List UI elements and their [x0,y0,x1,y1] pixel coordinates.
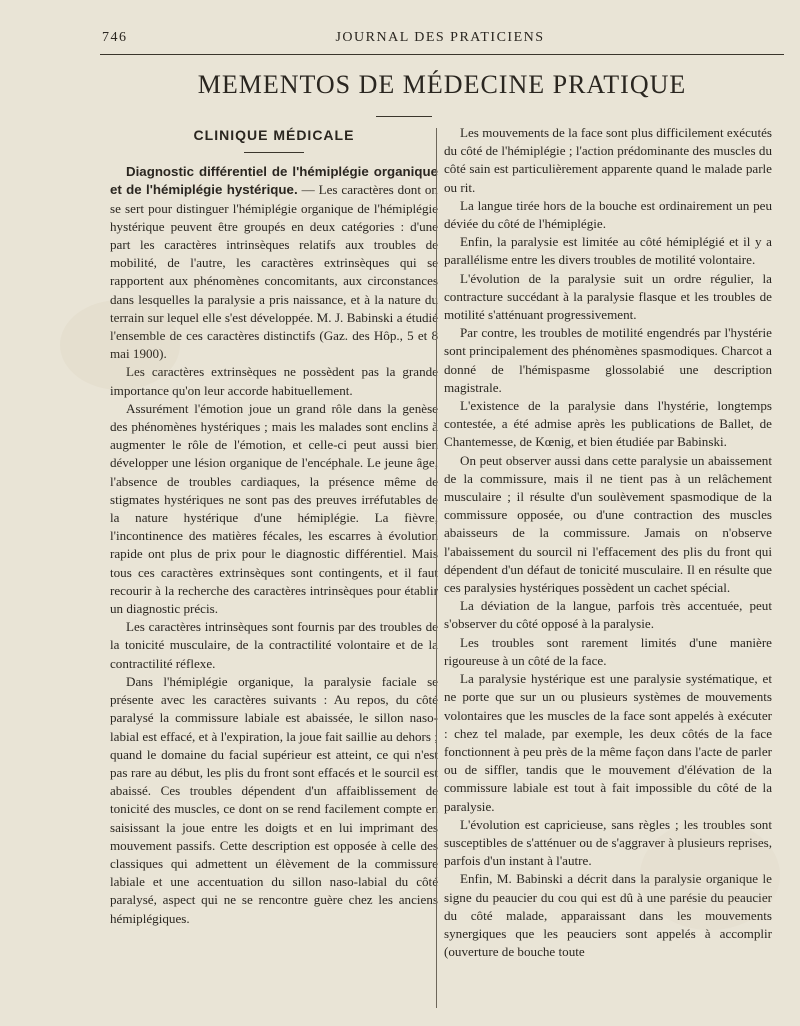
paragraph: Dans l'hémiplégie organique, la paralysie faciale se présente avec les caractères suivants : Au repos, du côté paralysé la commissure labiale est abaissée, le sillon naso-labial est effacé, et à l'expiration, la joue fait saillie au dehors ; quand le domaine du facial supérieur est atteint, ce qui n'est pas rare au début, les plis du front sont effacés et le sourcil est abaissé. Ces troubles dépendent d'un affaiblissement de tonicité des muscles, ce dont on se rend facilement compte en saisissant la joue entre les doigts et en lui imprimant des mouvement passifs. Cette description est opposée à celle des classiques qui admettent un élèvement de la commissure labiale et une accentuation du sillon naso-labial du côté paralysé, aspect qui ne se rencontre guère chez les anciens hémiplégiques. [110,673,438,926]
paragraph-text: — Les caractères dont on se sert pour distinguer l'hémiplégie organique de l'hémiplégie hystérique peuvent être groupés en deux catégories : d'une part les caractères intrinsèques relatifs aux troubles de mobilité, de l'autre, les caractères extrinsèques qui se rapportent aux phénomènes concomitants, aux circonstances dans lesquelles la paralysie a pris naissance, et à la nature du terrain sur lequel elle s'est développée. M. J. Babinski a étudié l'ensemble de ces caractères distinctifs (Gaz. des Hôp., 5 et 8 mai 1900). [110,182,438,362]
section-heading: CLINIQUE MÉDICALE [193,127,355,143]
paragraph: La langue tirée hors de la bouche est ordinairement un peu déviée du côté de l'hémiplégie. [444,197,772,232]
article-title: Diagnostic différentiel de l'hémiplégie organique et de l'hémiplégie hystérique. [110,164,438,198]
paragraph: Les caractères intrinsèques sont fournis par des troubles de la tonicité musculaire, de la contractilité volontaire et de la contractilité réflexe. [110,619,438,671]
paragraph: Les troubles sont rarement limités d'une manière rigoureuse à un côté de la face. [444,634,772,668]
paragraph: L'évolution de la paralysie suit un ordre régulier, la contracture succédant à la paralysie flasque et les troubles de motilité s'atténuant progressivement. [444,270,772,323]
paragraph: Enfin, M. Babinski a décrit dans la paralysie organique le signe du peaucier du cou qui est dû à une parésie du peaucier du côté malade, apparaissant dans les mouvements synergiques que les peauciers sont appelés à accomplir (ouverture de bouche toute [444,871,772,960]
paragraph: Les mouvements de la face sont plus difficilement exécutés du côté de l'hémiplégie ; l'action prédominante des muscles du côté sain est particulièrement apparente quand le malade parle ou rit. [444,125,772,195]
paragraph: La déviation de la langue, parfois très accentuée, peut s'observer du côté opposé à la paralysie. [444,598,772,632]
page-title: MEMENTOS DE MÉDECINE PRATIQUE [197,70,687,99]
title-ornament-rule [376,116,432,117]
column-divider [436,128,437,1008]
header-rule [100,54,784,55]
paragraph: Les caractères extrinsèques ne possèdent pas la grande importance qu'on leur accorde habituellement. [110,364,438,398]
paragraph: La paralysie hystérique est une paralysie systématique, et ne porte que sur un ou plusieurs systèmes de mouvements volontaires que les muscles de la face sont appelés à exécuter : chez tel malade, par exemple, les deux côtés de la face fonctionnent à peu près de la même façon dans l'acte de parler ou de siffler, tandis que le mouvement d'élévation de la commissure labiale est tout à fait impossible du côté de la paralysie. [444,671,772,814]
article-lead-paragraph [110,163,438,363]
paragraph: L'évolution est capricieuse, sans règles ; les troubles sont susceptibles de s'atténuer ou de s'aggraver à plusieurs reprises, parfois d'un instant à l'autre. [444,816,772,869]
paragraph: On peut observer aussi dans cette paralysie un abaissement de la commissure, mais il ne tient pas à un relâchement musculaire ; il résulte d'un soulèvement spasmodique de la commissure opposée, ou d'une contraction des muscles abaisseurs de la commissure. Jamais on n'observe l'abaissement du sourcil ni l'effacement des plis du front qui dépendent d'un défaut de tonicité musculaire. Il en résulte que ces paralysies hystériques possèdent un cachet spécial. [444,452,772,596]
running-head [0,30,800,50]
paragraph: Assurément l'émotion joue un grand rôle dans la genèse des phénomènes hystériques ; mais les malades sont enclins à augmenter le rôle de l'émotion, et celle-ci peut aussi bien développer une lésion organique de l'encéphale. Le jeune âge, l'absence de troubles cardiaques, la présence même de stigmates hystériques ne sont pas des preuves irréfutables de la nature hystérique d'une hémiplégie. La fièvre, l'incontinence des matières fécales, les escarres à évolution rapide ont plus de prix pour le diagnostic différentiel. Mais tous ces caractères extrinsèques sont contingents, et il faut recourir à la recherche des caractères intrinsèques pour établir un diagnostic précis. [110,400,438,617]
paragraph: L'existence de la paralysie dans l'hystérie, longtemps contestée, a été admise après les publications de Ballet, de Chantemesse, de Kœnig, et bien étudiée par Babinski. [444,398,772,450]
right-column [444,124,772,961]
section-heading-rule [244,152,304,153]
paragraph: Enfin, la paralysie est limitée au côté hémiplégié et il y a parallélisme entre les divers troubles de motilité volontaire. [444,234,772,268]
page-number: 746 [102,30,128,45]
journal-title: JOURNAL DES PRATICIENS [335,30,545,45]
paragraph: Par contre, les troubles de motilité engendrés par l'hystérie sont principalement des phénomènes spasmodiques. Charcot a donné de l'hémispasme glossolabié une description magistrale. [444,325,772,395]
left-column [110,124,438,928]
